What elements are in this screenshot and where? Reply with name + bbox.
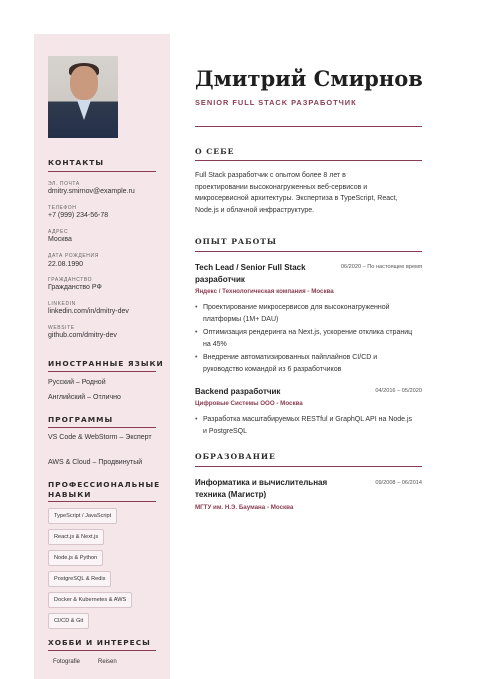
skill-tag: React.js & Next.js [48, 529, 104, 545]
divider [48, 171, 156, 172]
job-title-2: Backend разработчик [195, 387, 281, 396]
hobby-item: Reisen [98, 659, 117, 665]
skill-tag: PostgreSQL & Redis [48, 571, 111, 587]
about-heading: О СЕБЕ [195, 147, 235, 156]
hobby-item: Fotografie [53, 659, 81, 665]
skill-tag: CI/CD & Git [48, 613, 89, 629]
job-bullet: • Разработка масштабируемых RESTful и GraphQL API на Node.js и PostgreSQL [195, 414, 417, 437]
job-dates-1: 06/2020 – По настоящее время [340, 264, 422, 270]
skill-tag: Docker & Kubernetes & AWS [48, 592, 132, 608]
skill-tag: TypeScript / JavaScript [48, 508, 117, 524]
skill-tag: Node.js & Python [48, 550, 103, 566]
website-label: WEBSITE [48, 325, 75, 331]
program-item: VS Code & WebStorm – Эксперт [48, 434, 152, 441]
divider [48, 501, 156, 502]
job-bullet: • Проектирование микросервисов для высоконагруженной платформы (1M+ DAU) [195, 302, 417, 325]
phone-value[interactable]: +7 (999) 234-56-78 [48, 212, 109, 219]
email-value[interactable]: dmitry.smirnov@example.ru [48, 188, 135, 195]
divider [48, 427, 156, 428]
school-name: МГТУ им. Н.Э. Баумана - Москва [195, 504, 294, 511]
contacts-heading: КОНТАКТЫ [48, 158, 105, 167]
job-dates-2: 04/2016 – 05/2020 [375, 388, 422, 394]
address-value: Москва [48, 236, 72, 243]
divider [195, 466, 422, 467]
skills-heading-line2: НАВЫКИ [48, 490, 92, 499]
citizenship-label: ГРАЖДАНСТВО [48, 277, 93, 283]
email-label: ЭЛ. ПОЧТА [48, 181, 80, 187]
divider [195, 160, 422, 161]
job-company-2: Цифровые Системы ООО - Москва [195, 400, 303, 407]
about-text: Full Stack разработчик с опытом более 8 лет в проектировании высоконагруженных веб-сервисов и микросервисной архитектуры. Экспертиза в TypeScript, React, Node.js и облачной инфраструктуре. [195, 172, 398, 214]
candidate-name: Дмитрий Смирнов [195, 66, 423, 91]
birthdate-value: 22.08.1990 [48, 261, 84, 268]
language-item: Русский – Родной [48, 379, 106, 386]
job-bullet: • Оптимизация рендеринга на Next.js, ускорение отклика страниц на 45% [195, 327, 417, 350]
divider [48, 371, 156, 372]
experience-heading: ОПЫТ РАБОТЫ [195, 237, 277, 246]
program-item: AWS & Cloud – Продвинутый [48, 459, 143, 466]
website-link[interactable]: github.com/dmitry-dev [48, 332, 117, 339]
job-title-1: Tech Lead / Senior Full Stack разработчик [195, 263, 306, 284]
language-item: Английский – Отлично [48, 394, 121, 401]
address-label: АДРЕС [48, 229, 69, 235]
phone-label: ТЕЛЕФОН [48, 205, 77, 211]
profile-photo [48, 56, 118, 138]
citizenship-value: Гражданство РФ [48, 284, 102, 291]
job-title: SENIOR FULL STACK РАЗРАБОТЧИК [195, 98, 357, 107]
skills-heading: ПРОФЕССИОНАЛЬНЫЕ [48, 480, 161, 489]
divider [195, 251, 422, 252]
job-company-1: Яндекс / Технологическая компания - Москва [195, 288, 334, 295]
birthdate-label: ДАТА РОЖДЕНИЯ [48, 253, 99, 259]
job-bullet: • Внедрение автоматизированных пайплайнов CI/CD и руководство командой из 6 разработчиков [195, 352, 417, 375]
languages-heading: ИНОСТРАННЫЕ ЯЗЫКИ [48, 359, 164, 368]
programs-heading: ПРОГРАММЫ [48, 415, 114, 424]
header-divider [195, 126, 422, 127]
education-heading: ОБРАЗОВАНИЕ [195, 452, 276, 461]
divider [48, 650, 156, 651]
education-dates: 09/2008 – 06/2014 [375, 480, 422, 486]
linkedin-label: LINKEDIN [48, 301, 76, 307]
degree-title: Информатика и вычислительная техника (Магистр) [195, 478, 328, 499]
hobbies-heading: ХОББИ И ИНТЕРЕСЫ [48, 638, 151, 647]
linkedin-link[interactable]: linkedin.com/in/dmitry-dev [48, 308, 129, 315]
sidebar [34, 34, 170, 679]
